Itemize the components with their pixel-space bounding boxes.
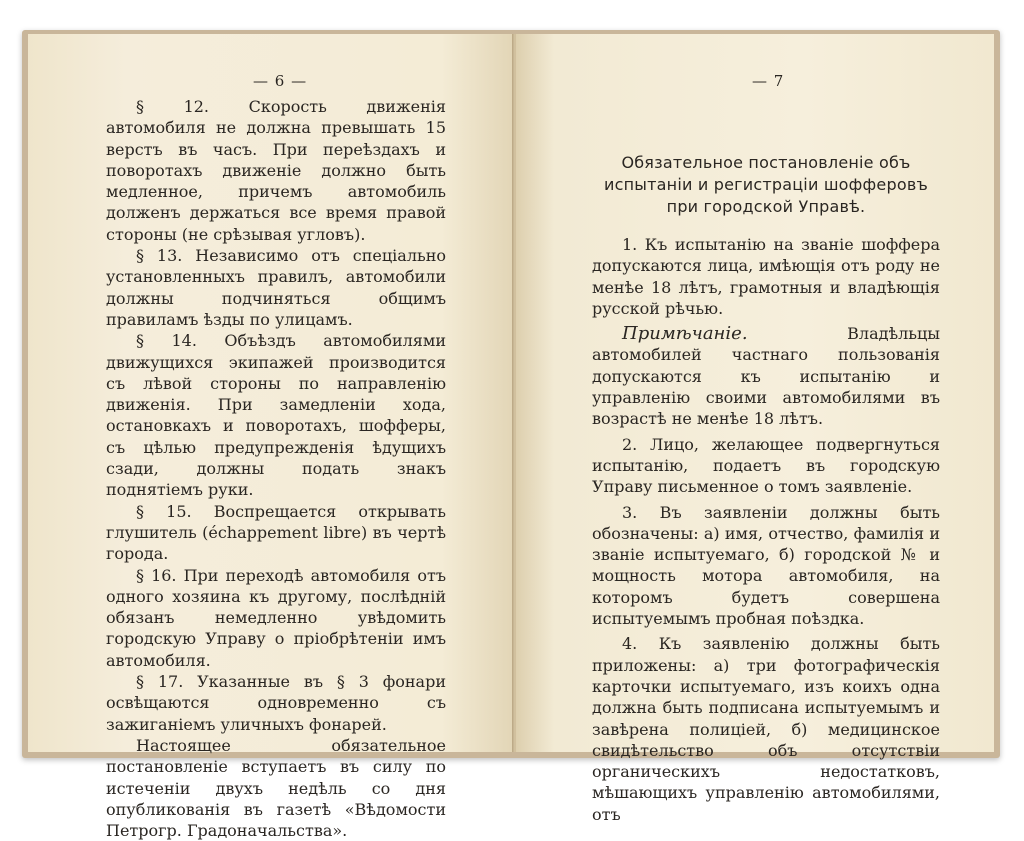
note-text: Владѣльцы автомобилей частнаго пользованія допускаются къ испытанію и управленію своими автомобилями въ возрастѣ не менѣе 18 лѣтъ.	[592, 324, 940, 429]
note-heading: Примѣчаніе.	[622, 323, 748, 345]
paragraph-section-17: § 17. Указанные въ § 3 фонари освѣщаются одновременно съ зажиганіемъ уличныхъ фонарей.	[106, 672, 446, 734]
paragraph-item-2: 2. Лицо, желающее подвергнуться испытанію, подаетъ въ городскую Управу письменное о томъ заявленіе.	[592, 434, 940, 497]
left-page-text	[106, 96, 446, 841]
paragraph-section-15: § 15. Воспрещается открывать глушитель (échappement libre) въ чертѣ города.	[106, 501, 446, 564]
page-number-right: — 7	[752, 72, 785, 90]
left-page	[28, 34, 514, 841]
right-page-text	[592, 152, 940, 825]
paragraph-section-13: § 13. Независимо отъ спеціально установленныхъ правилъ, автомобили должны подчиняться общимъ правиламъ ѣзды по улицамъ.	[106, 246, 446, 329]
paragraph-item-4: 4. Къ заявленію должны быть приложены: а) три фотографическія карточки испытуемаго, изъ коихъ одна должна быть подписана испытуемымъ и завѣрена полиціей, б) медицинское свидѣтельство объ отсутствіи органическихъ недостатковъ, мѣшающихъ управленію автомобилями, отъ	[592, 634, 940, 824]
decree-title: Обязательное постановленіе объ испытаніи и регистраціи шофферовъ при городской Управѣ.	[604, 153, 928, 216]
paragraph-item-1: 1. Къ испытанію на званіе шоффера допускаются лица, имѣющія отъ роду не менѣе 18 лѣтъ, грамотныя и владѣющія русской рѣчью.	[592, 235, 940, 318]
paragraph-note	[592, 323, 940, 429]
paragraph-section-12: § 12. Скорость движенія автомобиля не должна превышать 15 верстъ въ часъ. При переѣздахъ и поворотахъ движеніе должно быть медленное, причемъ автомобиль долженъ держаться все время правой стороны (не срѣзывая угловъ).	[106, 97, 446, 244]
page-number-left: — 6 —	[253, 72, 308, 90]
open-booklet	[22, 30, 1000, 841]
paragraph-section-14: § 14. Объѣздъ автомобилями движущихся экипажей производится съ лѣвой стороны по направленію движенія. При замедленіи хода, остановкахъ и поворотахъ, шофферы, съ цѣлью предупрежденія ѣдущихъ сзади, должны подать знакъ поднятіемъ руки.	[106, 331, 446, 500]
right-page	[516, 34, 994, 824]
paragraph-item-3: 3. Въ заявленіи должны быть обозначены: а) имя, отчество, фамилія и званіе испытуемаго, б) городской № и мощность мотора автомобиля, на которомъ будетъ совершена испытуемымъ пробная поѣздка.	[592, 502, 940, 629]
paragraph-effective-date: Настоящее обязательное постановленіе вступаетъ въ силу по истеченіи двухъ недѣль со дня опубликованія въ газетѣ «Вѣдомости Петрогр. Градоначальства».	[106, 735, 446, 841]
paragraph-section-16: § 16. При переходѣ автомобиля отъ одного хозяина къ другому, послѣдній обязанъ немедленно увѣдомить городскую Управу о пріобрѣтеніи имъ автомобиля.	[106, 565, 446, 670]
